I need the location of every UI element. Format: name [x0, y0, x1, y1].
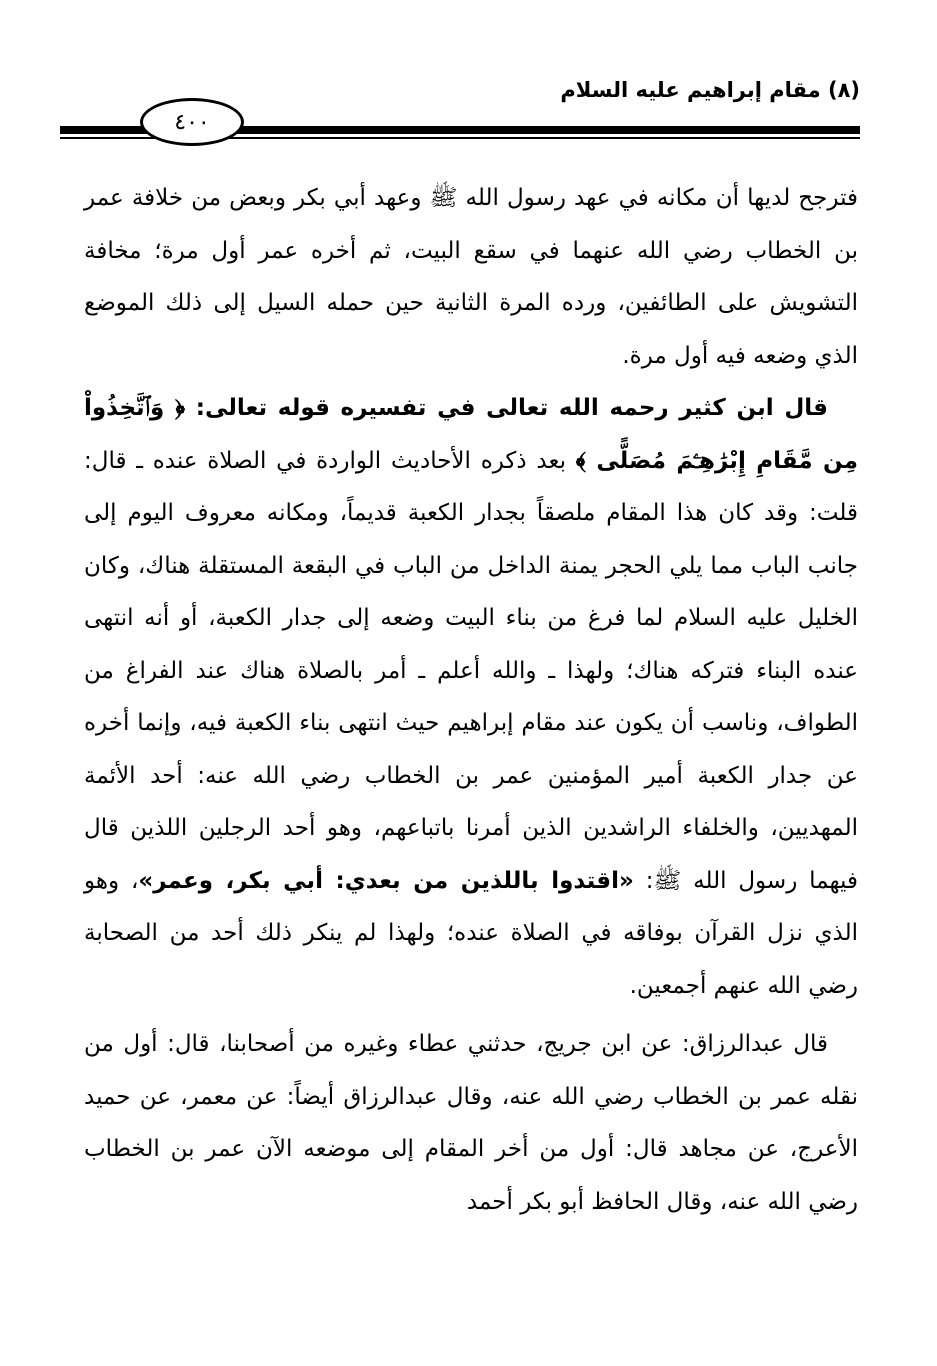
page-header — [60, 70, 860, 150]
paragraph-1: فترجح لديها أن مكانه في عهد رسول الله ﷺ وعهد أبي بكر وبعض من خلافة عمر بن الخطاب رضي الله عنهما في سقع البيت، ثم أخره عمر أول مرة؛ مخافة التشويش على الطائفين، ورده المرة الثانية حين حمله السيل إلى ذلك الموضع الذي وضعه فيه أول مرة. — [84, 185, 858, 369]
paragraph-3: قال عبدالرزاق: عن ابن جريج، حدثني عطاء وغيره من أصحابنا، قال: أول من نقله عمر بن الخطاب رضي الله عنه، وقال عبدالرزاق أيضاً: عن معمر، عن حميد الأعرج، عن مجاهد قال: أول من أخر المقام إلى موضعه الآن عمر بن الخطاب رضي الله عنه، وقال الحافظ أبو بكر أحمد — [84, 1031, 858, 1215]
hadith-quote: «اقتدوا باللذين من بعدي: أبي بكر، وعمر» — [138, 867, 634, 894]
page-number-oval — [140, 98, 244, 146]
paragraph-2-body: بعد ذكره الأحاديث الواردة في الصلاة عنده ـ قال: قلت: وقد كان هذا المقام ملصقاً بجدار الكعبة قديماً، ومكانه معروف اليوم إلى جانب الباب مما يلي الحجر يمنة الداخل من الباب في البقعة المستقلة هناك، وكان الخليل عليه السلام لما فرغ من بناء البيت وضعه إلى جدار الكعبة، أو أنه انتهى عنده البناء فتركه هناك؛ ولهذا ـ والله أعلم ـ أمر بالصلاة هناك عند الفراغ من الطواف، وناسب أن يكون عند مقام إبراهيم حيث انتهى بناء الكعبة فيه، وإنما أخره عن جدار الكعبة أمير المؤمنين عمر بن الخطاب رضي الله عنه: أحد الأئمة المهديين، والخلفاء الراشدين الذين أمرنا باتباعهم، وهو أحد الرجلين اللذين قال فيهما رسول الله ﷺ: — [84, 447, 858, 894]
page-body — [84, 172, 858, 1228]
paragraph-2 — [84, 382, 858, 1012]
paragraph-2-intro: قال ابن كثير رحمه الله تعالى في تفسيره قوله تعالى: — [185, 395, 828, 421]
page-number: ٤٠٠ — [174, 109, 210, 135]
quran-verse: ﴿ وَٱتَّخِذُواْ مِن مَّقَامِ إِبْرَٰهِـۧمَ مُصَلًّى ﴾ — [84, 395, 858, 474]
running-title: (٨) مقام إبراهيم عليه السلام — [560, 78, 860, 102]
paragraph-2-end: ، وهو الذي نزل القرآن بوفاقه في الصلاة عنده؛ ولهذا لم ينكر ذلك أحد من الصحابة رضي الله عنهم أجمعين. — [84, 867, 858, 999]
